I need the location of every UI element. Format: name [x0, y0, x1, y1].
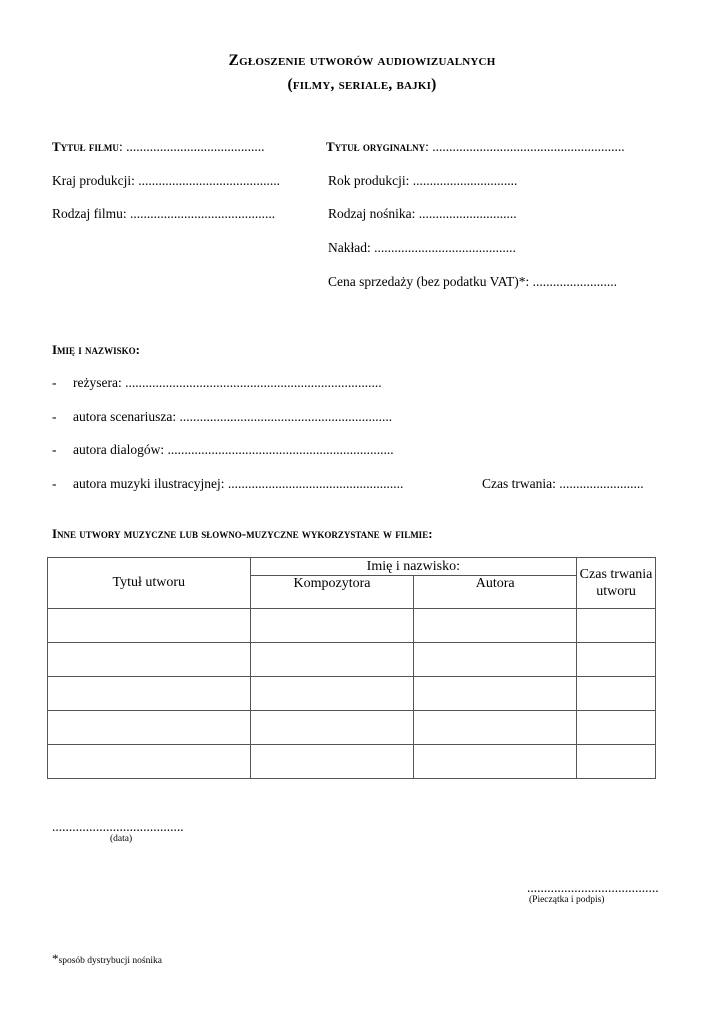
form-title-line2: (filmy, seriale, bajki)	[287, 76, 437, 93]
music-section-heading: Inne utwory muzyczne lub słowno-muzyczne wykorzystane w filmie:	[52, 526, 433, 541]
field-rodzaj-filmu[interactable]: Rodzaj filmu: ...........................................	[52, 206, 276, 221]
dash-autora-muzyki: -	[52, 476, 57, 491]
cell-czas[interactable]	[577, 745, 656, 779]
table-row	[48, 745, 656, 779]
signature-label: (Pieczątka i podpis)	[529, 895, 605, 905]
field-tytul-filmu[interactable]	[52, 139, 264, 155]
field-rok-produkcji[interactable]: Rok produkcji: ...............................	[328, 173, 518, 188]
cell-autora[interactable]	[414, 745, 577, 779]
field-autora-scenariusza[interactable]: autora scenariusza: ...............................................................	[73, 409, 393, 424]
cell-tytul[interactable]	[48, 677, 251, 711]
tytul-oryginalny-value: : .........................................................	[425, 139, 625, 154]
header-tytul-utworu: Tytuł utworu	[48, 558, 251, 609]
form-title-line1: Zgłoszenie utworów audiowizualnych	[228, 52, 496, 69]
cell-autora[interactable]	[414, 643, 577, 677]
cell-czas[interactable]	[577, 711, 656, 745]
field-naklad[interactable]: Nakład: ..........................................	[328, 240, 516, 255]
table-row	[48, 711, 656, 745]
signature-line[interactable]: .......................................	[527, 880, 659, 895]
field-autora-dialogow[interactable]: autora dialogów: ...................................................................	[73, 442, 394, 457]
cell-czas[interactable]	[577, 609, 656, 643]
field-rezysera[interactable]: reżysera: ............................................................................	[73, 375, 382, 390]
cell-tytul[interactable]	[48, 711, 251, 745]
field-czas-trwania[interactable]: Czas trwania: .........................	[482, 476, 644, 491]
header-autora: Autora	[414, 576, 577, 609]
dash-autora-dialogow: -	[52, 442, 57, 457]
table-row	[48, 643, 656, 677]
field-rodzaj-nosnika[interactable]: Rodzaj nośnika: .............................	[328, 206, 517, 221]
date-line[interactable]: .......................................	[52, 819, 184, 834]
footnote-text: sposób dystrybucji nośnika	[58, 956, 162, 966]
header-imie-nazwisko: Imię i nazwisko:	[250, 558, 576, 576]
tytul-filmu-value: : .........................................	[118, 139, 265, 154]
cell-kompozytora[interactable]	[250, 643, 414, 677]
cell-tytul[interactable]	[48, 643, 251, 677]
cell-kompozytora[interactable]	[250, 609, 414, 643]
table-row	[48, 609, 656, 643]
field-autora-muzyki[interactable]: autora muzyki ilustracyjnej: ....................................................	[73, 476, 404, 491]
cell-czas[interactable]	[577, 677, 656, 711]
date-label: (data)	[110, 834, 133, 844]
imie-nazwisko-heading: Imię i nazwisko:	[52, 342, 140, 357]
table-row	[48, 677, 656, 711]
cell-autora[interactable]	[414, 677, 577, 711]
header-kompozytora: Kompozytora	[250, 576, 414, 609]
field-tytul-oryginalny[interactable]	[326, 139, 625, 155]
cell-kompozytora[interactable]	[250, 677, 414, 711]
field-kraj-produkcji[interactable]: Kraj produkcji: ..........................................	[52, 173, 280, 188]
dash-rezysera: -	[52, 375, 57, 390]
music-table	[47, 557, 656, 779]
footnote-mark: *	[52, 951, 59, 966]
cell-kompozytora[interactable]	[250, 711, 414, 745]
cell-tytul[interactable]	[48, 609, 251, 643]
field-cena-sprzedazy[interactable]: Cena sprzedaży (bez podatku VAT)*: .........................	[328, 274, 617, 289]
cell-autora[interactable]	[414, 711, 577, 745]
cell-kompozytora[interactable]	[250, 745, 414, 779]
footnote	[52, 951, 162, 967]
dash-autora-scenariusza: -	[52, 409, 57, 424]
tytul-filmu-label: Tytuł filmu	[52, 139, 119, 154]
header-czas-trwania-utworu: Czas trwania utworu	[577, 558, 656, 609]
cell-czas[interactable]	[577, 643, 656, 677]
tytul-oryginalny-label: Tytuł oryginalny	[326, 139, 426, 154]
cell-autora[interactable]	[414, 609, 577, 643]
cell-tytul[interactable]	[48, 745, 251, 779]
